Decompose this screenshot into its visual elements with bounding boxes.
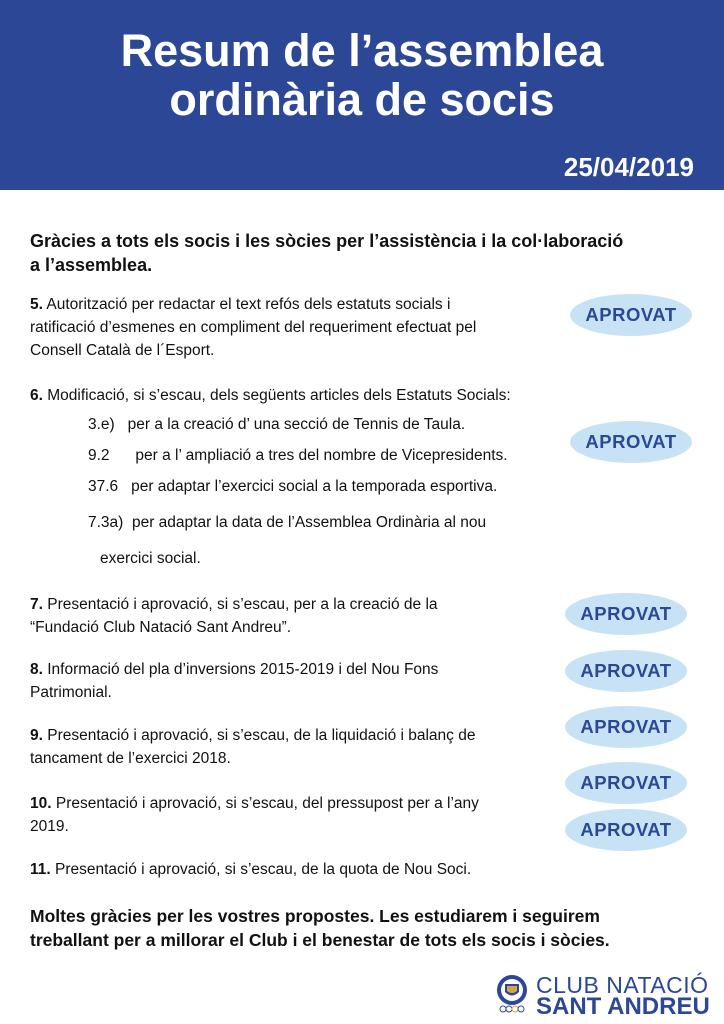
item-text: 2019. (30, 818, 69, 835)
closing-line-1: Moltes gràcies per les vostres propostes. Les estudiarem i seguirem (30, 906, 600, 926)
item-text: “Fundació Club Natació Sant Andreu”. (30, 619, 292, 636)
item-text: Autorització per redactar el text refós dels estatuts socials i (46, 296, 451, 313)
approved-badge: APROVAT (570, 421, 692, 463)
item-number: 11. (30, 861, 51, 878)
article-code: 7.3a) (88, 514, 124, 531)
article-text: per adaptar la data de l’Assemblea Ordinària al nou (131, 514, 487, 531)
agenda-item-11 (30, 858, 471, 881)
title-line-2: ordinària de socis (169, 74, 555, 125)
article-code: 9.2 (88, 447, 110, 464)
article-9-2 (88, 445, 508, 467)
item-text: Modificació, si s’escau, dels següents articles dels Estatuts Socials: (47, 387, 511, 404)
item-text: Presentació i aprovació, si s’escau, del pressupost per a l’any (55, 795, 479, 812)
assembly-date: 25/04/2019 (563, 152, 694, 182)
article-text: exercici social. (100, 550, 201, 567)
article-text: per a l’ ampliació a tres del nombre de Vicepresidents. (135, 447, 508, 464)
agenda-item-9 (30, 724, 475, 770)
item-text: Informació del pla d’inversions 2015-2019 i del Nou Fons (47, 661, 439, 678)
article-code: 3.e) (88, 416, 115, 433)
item-text: Presentació i aprovació, si s’escau, de la liquidació i balanç de (47, 727, 476, 744)
title-line-1: Resum de l’assemblea (120, 25, 604, 76)
item-number: 7. (30, 596, 43, 613)
article-37-6 (88, 476, 497, 498)
approved-badge: APROVAT (570, 294, 692, 336)
logo-text-bottom: SANT ANDREU (536, 993, 710, 1020)
item-text: Presentació i aprovació, si s’escau, de la quota de Nou Soci. (55, 861, 472, 878)
item-number: 9. (30, 727, 43, 744)
item-number: 10. (30, 795, 52, 812)
item-text: Patrimonial. (30, 684, 112, 701)
intro-text: Gràcies a tots els socis i les sòcies per l’assistència i la col·laboració a l’assemblea. (30, 231, 624, 275)
agenda-item-10 (30, 792, 479, 838)
article-7-3a (88, 512, 486, 534)
agenda-item-7 (30, 593, 438, 639)
closing-line-2: treballant per a millorar el Club i el benestar de tots els socis i sòcies. (30, 930, 610, 950)
logo-text-top: CLUB NATACIÓ (536, 972, 709, 998)
article-code: 37.6 (88, 478, 119, 495)
article-text: per adaptar l’exercici social a la temporada esportiva. (131, 478, 498, 495)
article-3e (88, 414, 465, 436)
article-7-3a-continued (100, 548, 201, 570)
item-text: ratificació d’esmenes en compliment del requeriment efectuat pel (30, 319, 477, 336)
club-emblem-icon (494, 973, 530, 1013)
approved-badge: APROVAT (565, 809, 687, 851)
agenda-item-5 (30, 293, 476, 362)
approved-badge: APROVAT (565, 762, 687, 804)
item-text: Presentació i aprovació, si s’escau, per a la creació de la (47, 596, 438, 613)
approved-badge: APROVAT (565, 706, 687, 748)
page-title (0, 26, 724, 124)
club-logo (494, 970, 724, 1020)
item-number: 8. (30, 661, 43, 678)
item-text: tancament de l’exercici 2018. (30, 750, 231, 767)
item-number: 5. (30, 296, 43, 313)
article-text: per a la creació d’ una secció de Tennis de Taula. (127, 416, 466, 433)
approved-badge: APROVAT (565, 650, 687, 692)
item-number: 6. (30, 387, 43, 404)
agenda-item-8 (30, 658, 438, 704)
header-banner (0, 0, 724, 190)
item-text: Consell Català de l´Esport. (30, 342, 215, 359)
closing-text (30, 904, 690, 952)
agenda-item-6 (30, 384, 511, 407)
approved-badge: APROVAT (565, 593, 687, 635)
